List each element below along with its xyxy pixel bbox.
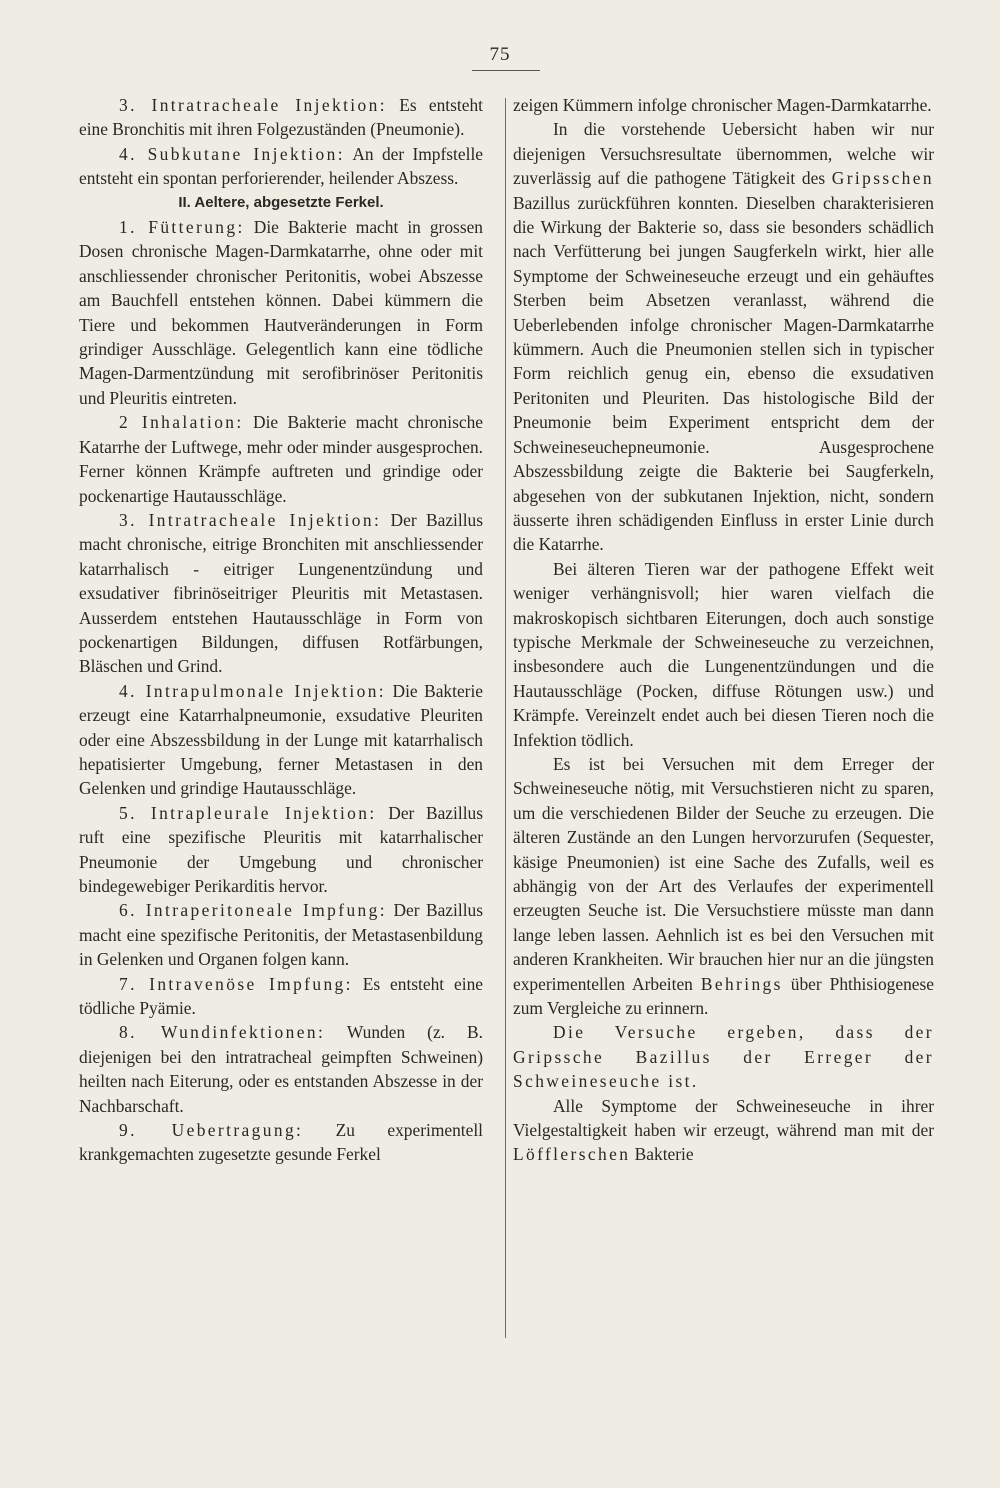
paragraph-text: Es entsteht eine tödliche Pyämie. [79,973,483,1019]
paragraph-text: Die Bakterie erzeugt eine Katarrhalpneumonie, exsudative Pleuriten oder eine Abszessbildung in der Lunge mit katarrhalisch hepatisierter Umgebung, ferner Metastasen in den Gelenken und grindige Hautausschläge. [79,680,483,799]
paragraph-text: Zu experimentell krankgemachten zugesetzte gesunde Ferkel [79,1120,483,1165]
paragraph-text: Alle Symptome der Schweineseuche in ihrer Vielgestaltigkeit haben wir erzeugt, während man mit der [513,1095,934,1141]
paragraph [79,215,483,410]
paragraph-text: Die Bakterie macht chronische Katarrhe der Luftwege, mehr oder minder ausgesprochen. Ferner können Krämpfe auftreten und grindige oder pockenartige Hautausschläge. [79,412,483,506]
paragraph [513,1094,934,1167]
paragraph-conclusion: Die Versuche ergeben, dass der Gripssche Bazillus der Erreger der Schweineseuche ist. [513,1022,934,1092]
paragraph [79,1118,483,1167]
paragraph-text: Der Bazillus macht chronische, eitrige Bronchiten mit anschliessender katarrhalisch - eitriger Lungenentzündung und exsudativer fibrinöseitriger Pleuritis mit Metastasen. Ausserdem entstehen Hautausschläge in Form von pockenartigen Bildungen, diffusen Rotfärbungen, Bläschen und Grind. [79,509,483,677]
paragraph-text: Die Bakterie macht in grossen Dosen chronische Magen-Darmkatarrhe, ohne oder mit anschliessender chronischer Peritonitis, wobei Abszesse am Bauchfell entstehen können. Dabei kümmern die Tiere und bekommen Hautveränderungen in Form grindiger Ausschläge. Gelegentlich kann eine tödliche Magen-Darmentzündung mit serofibrinöser Peritonitis und Pleuritis eintreten. [79,217,483,408]
page-number: 75 [489,44,511,65]
paragraph-text: Bakterie [630,1144,694,1165]
paragraph-term: 3. Intratracheale Injektion: [119,95,387,115]
paragraph-text: An der Impfstelle entsteht ein spontan perforierender, heilender Abszess. [79,143,483,189]
paragraph: Bei älteren Tieren war der pathogene Effekt weit weniger verhängnisvoll; hier waren vielfach die makroskopisch sichtbaren Eiterungen, doch auch sonstige typische Merkmale der Schweineseuche zu verzeichnen, insbesondere auch die Lungenentzündungen und die Hautausschläge (Pocken, diffuse Rötungen usw.) und Krämpfe. Vereinzelt endet auch bei diesen Tieren noch die Infektion tödlich. [513,558,934,750]
paragraph-text: Der Bazillus macht eine spezifische Peritonitis, der Metastasenbildung in Gelenken und Organen folgen kann. [79,900,483,970]
left-column [79,93,483,1167]
page-number-rule [472,70,540,71]
paragraph [79,898,483,971]
paragraph-text: In die vorstehende Uebersicht haben wir nur diejenigen Versuchsresultate übernommen, welche wir zuverlässig auf die pathogene Tätigkeit des [513,119,934,189]
paragraph [79,93,483,142]
author-name: Löfflerschen [513,1144,631,1165]
paragraph-term: 7. Intravenöse Impfung: [119,973,353,994]
paragraph-term: 9. Uebertragung: [119,1120,304,1141]
paragraph [513,752,934,1020]
paragraph [79,1020,483,1118]
paragraph-term: 6. Intraperitoneale Impfung: [119,900,387,921]
author-name: Behrings [700,973,783,994]
column-divider [505,98,506,1338]
author-name: Gripsschen [831,168,934,189]
paragraph [79,801,483,899]
paragraph [79,410,483,508]
paragraph-term: 1. Fütterung: [119,217,245,238]
paragraph-text: Bazillus zurückführen konnten. Dieselben charakterisieren die Wirkung der Bakterie so, dass sie besonders schädlich nach Verfütterung bei jungen Saugferkeln wirkt, hier alle Symptome der Schweineseuche erzeugt und ein gehäuftes Sterben beim Absetzen veranlasst, während die Ueberlebenden infolge chronischer Magen-Darmkatarrhe kümmern. Auch die Pneumonien stellen sich in typischer Form reichlich genug ein, ebenso die exsudativen Peritoniten und Pleuriten. Das histologische Bild der Pneumonie beim Experiment entspricht dem der Schweineseuchepneumonie. Ausgesprochene Abszessbildung zeigte die Bakterie bei Saugferkeln, abgesehen von der subkutanen Injektion, nicht, sondern äusserte ihren schädigenden Einfluss in erster Linie durch die Katarrhe. [513,192,934,555]
paragraph-term: 4. Intrapulmonale Injektion: [119,680,387,701]
right-column [513,93,934,1167]
paragraph-text: Der Bazillus ruft eine spezifische Pleuritis mit katarrhalischer Pneumonie der Umgebung und chronischer bindegewebiger Perikarditis hervor. [79,802,483,896]
paragraph-text: Wunden (z. B. diejenigen bei den intratracheal geimpften Schweinen) heilten nach Eiterung, oder es entstanden Abszesse in der Nachbarschaft. [79,1022,483,1116]
paragraph [79,972,483,1021]
paragraph [79,508,483,679]
paragraph-term: 5. Intrapleurale Injektion: [119,802,377,823]
paragraph [79,142,483,191]
paragraph [513,117,934,556]
paragraph-text: Es ist bei Versuchen mit dem Erreger der Schweineseuche nötig, mit Versuchstieren nicht zu sparen, um die verschiedenen Bilder der Seuche zu erzeugen. Die älteren Zustände an den Lungen hervorzurufen (Sequester, käsige Pneumonien) ist eine Sache des Zufalls, weil es abhängig von der Art des Verlaufes der experimentell erzeugten Seuche ist. Die Versuchstiere müsste man dann lange leben lassen. Aehnlich ist es bei den Versuchen mit anderen Krankheiten. Wir brauchen hier nur an die jüngsten experimentellen Arbeiten [513,753,934,994]
paragraph: zeigen Kümmern infolge chronischer Magen-Darmkatarrhe. [513,95,932,115]
paragraph-term: 4. Subkutane Injektion: [119,143,345,164]
paragraph-text: Es entsteht eine Bronchitis mit ihren Folgezuständen (Pneumonie). [79,95,483,140]
paragraph-text: über Phthisiogenese zum Vergleiche zu erinnern. [513,973,934,1019]
paragraph-term: 3. Intratracheale Injektion: [119,509,382,530]
section-heading: II. Aeltere, abgesetzte Ferkel. [178,193,384,211]
paragraph-term: 8. Wundinfektionen: [119,1022,326,1043]
paragraph [79,679,483,801]
paragraph-term: 2 Inhalation: [119,412,244,433]
